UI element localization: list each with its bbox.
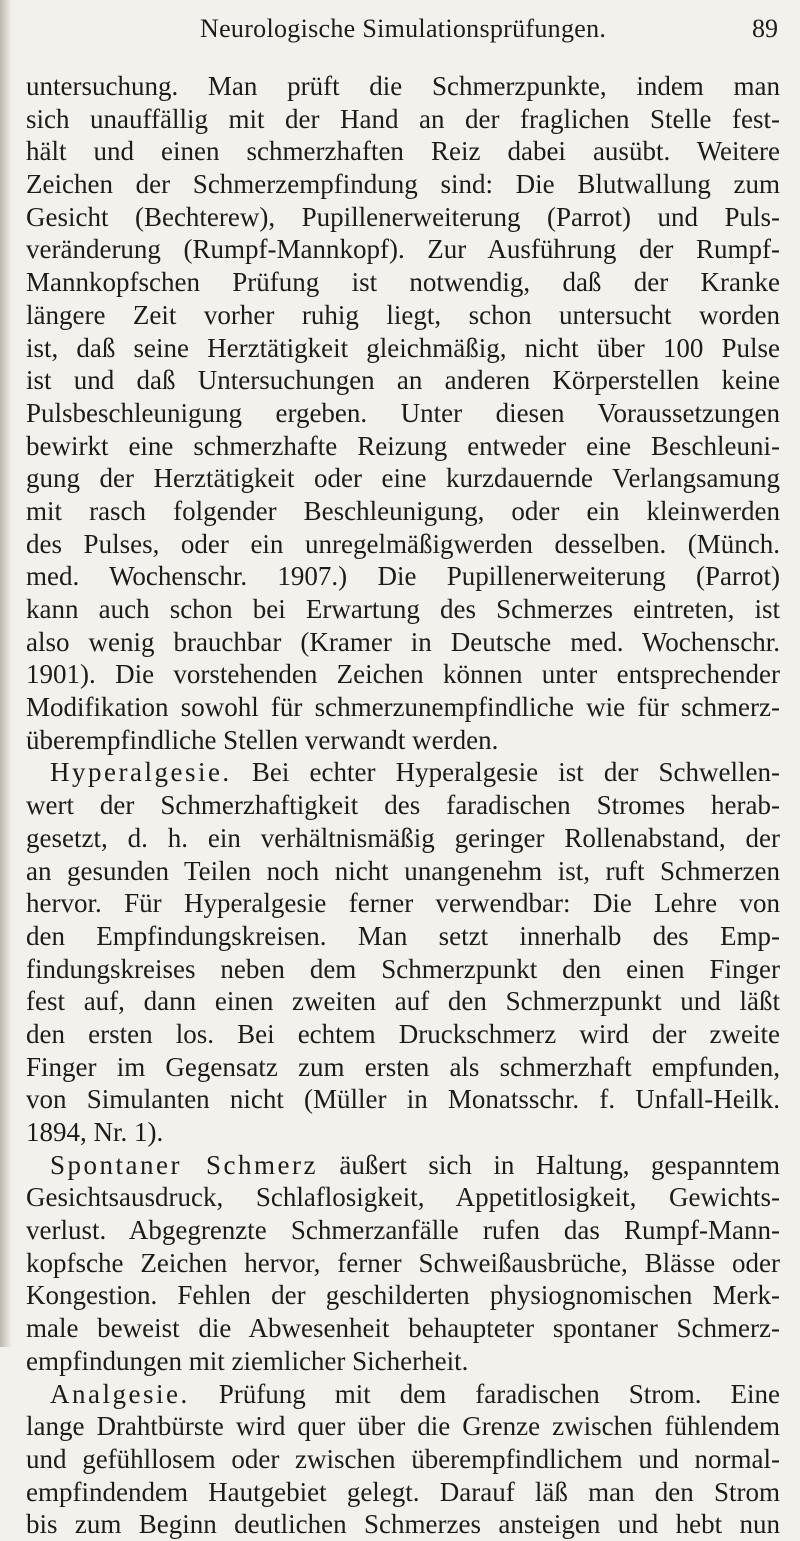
text-line: sich unauffällig mit der Hand an der fraglichen Stelle fest- xyxy=(26,103,780,134)
text-line: verlust. Abgegrenzte Schmerzanfälle rufen das Rumpf-Mann- xyxy=(26,1215,780,1246)
text-line: 1901). Die vorstehenden Zeichen können unter entsprechender xyxy=(26,659,780,690)
text-line: bewirkt eine schmerzhafte Reizung entweder eine Beschleuni- xyxy=(26,430,780,461)
paragraph-pain-signs xyxy=(26,70,780,756)
section-term: Hyperalgesie. xyxy=(50,757,232,788)
text-line: gung der Herztätigkeit oder eine kurzdauernde Verlangsamung xyxy=(26,463,780,494)
text-line: untersuchung. Man prüft die Schmerzpunkte, indem man xyxy=(26,71,780,101)
text-line: med. Wochenschr. 1907.) Die Pupillenerweiterung (Parrot) xyxy=(26,561,780,592)
paragraph-hyperalgesie xyxy=(26,756,780,1148)
text-line: findungskreises neben dem Schmerzpunkt den einen Finger xyxy=(26,953,780,984)
text-line: Pulsbeschleunigung ergeben. Unter diesen Voraussetzungen xyxy=(26,397,780,428)
text-line: kann auch schon bei Erwartung des Schmerzes eintreten, ist xyxy=(26,594,780,624)
text-line: hervor. Für Hyperalgesie ferner verwendbar: Die Lehre von xyxy=(26,888,780,919)
text-line: den Empfindungskreisen. Man setzt innerhalb des Emp- xyxy=(26,920,780,951)
text-line: längere Zeit vorher ruhig liegt, schon untersucht worden xyxy=(26,299,780,330)
text-line: also wenig brauchbar (Kramer in Deutsche med. Wochenschr. xyxy=(26,626,780,657)
text-line: kopfsche Zeichen hervor, ferner Schweißausbrüche, Blässe oder xyxy=(26,1247,780,1278)
section-first-line-rest: Prüfung mit dem faradischen Strom. Eine xyxy=(189,1378,780,1409)
paragraph-analgesie xyxy=(26,1378,780,1541)
text-line xyxy=(26,1149,780,1182)
text-line: überempfindliche Stellen verwandt werden. xyxy=(26,724,499,755)
text-line: an gesunden Teilen noch nicht unangenehm ist, ruft Schmerzen xyxy=(26,855,780,886)
text-line: ist und daß Untersuchungen an anderen Körperstellen keine xyxy=(26,365,780,396)
body-text xyxy=(26,70,780,1541)
text-line: empfindungen mit ziemlicher Sicherheit. xyxy=(26,1345,469,1376)
text-line: Modifikation sowohl für schmerzunempfindliche wie für schmerz- xyxy=(26,692,780,723)
section-first-line-rest: Bei echter Hyperalgesie ist der Schwellen- xyxy=(231,757,780,788)
text-line: Zeichen der Schmerzempfindung sind: Die Blutwallung zum xyxy=(26,169,780,200)
text-line: mit rasch folgender Beschleunigung, oder ein kleinwerden xyxy=(26,495,780,526)
text-line xyxy=(26,1378,780,1411)
text-line: Kongestion. Fehlen der geschilderten physiognomischen Merk- xyxy=(26,1280,780,1311)
page-number: 89 xyxy=(752,14,778,43)
text-line: hält und einen schmerzhaften Reiz dabei ausübt. Weitere xyxy=(26,136,780,167)
text-line: Finger im Gegensatz zum ersten als schmerzhaft empfunden, xyxy=(26,1051,780,1082)
text-line: fest auf, dann einen zweiten auf den Schmerzpunkt und läßt xyxy=(26,986,780,1017)
text-line: male beweist die Abwesenheit behaupteter spontaner Schmerz- xyxy=(26,1313,780,1344)
text-line: Gesicht (Bechterew), Pupillenerweiterung (Parrot) und Puls- xyxy=(26,201,780,232)
running-header xyxy=(26,0,780,70)
book-gutter-shadow xyxy=(0,0,12,1347)
paragraph-spontaner-schmerz xyxy=(26,1149,780,1378)
section-first-line-rest: äußert sich in Haltung, gespanntem xyxy=(317,1149,780,1180)
text-line: ist, daß seine Herztätigkeit gleichmäßig, nicht über 100 Pulse xyxy=(26,332,780,363)
text-line: lange Drahtbürste wird quer über die Grenze zwischen fühlendem xyxy=(26,1411,780,1442)
section-term: Spontaner Schmerz xyxy=(50,1149,318,1180)
section-term: Analgesie. xyxy=(50,1378,190,1409)
text-line: bis zum Beginn deutlichen Schmerzes ansteigen und hebt nun xyxy=(26,1509,780,1540)
text-line: wert der Schmerzhaftigkeit des faradischen Stromes herab- xyxy=(26,790,780,821)
text-line xyxy=(26,756,780,789)
book-page xyxy=(26,0,780,1540)
text-line: den ersten los. Bei echtem Druckschmerz wird der zweite xyxy=(26,1018,780,1049)
running-header-title: Neurologische Simulationsprüfungen. xyxy=(200,14,607,43)
text-line: Gesichtsausdruck, Schlaflosigkeit, Appetitlosigkeit, Gewichts- xyxy=(26,1182,780,1213)
text-line: von Simulanten nicht (Müller in Monatsschr. f. Unfall-Heilk. xyxy=(26,1084,780,1115)
text-line: des Pulses, oder ein unregelmäßigwerden desselben. (Münch. xyxy=(26,528,780,559)
text-line: 1894, Nr. 1). xyxy=(26,1117,164,1147)
text-line: und gefühllosem oder zwischen überempfindlichem und normal- xyxy=(26,1443,780,1474)
text-line: empfindendem Hautgebiet gelegt. Darauf läß man den Strom xyxy=(26,1476,780,1507)
text-line: Mannkopfschen Prüfung ist notwendig, daß der Kranke xyxy=(26,267,780,298)
text-line: veränderung (Rumpf-Mannkopf). Zur Ausführung der Rumpf- xyxy=(26,234,780,265)
text-line: gesetzt, d. h. ein verhältnismäßig geringer Rollenabstand, der xyxy=(26,822,780,853)
